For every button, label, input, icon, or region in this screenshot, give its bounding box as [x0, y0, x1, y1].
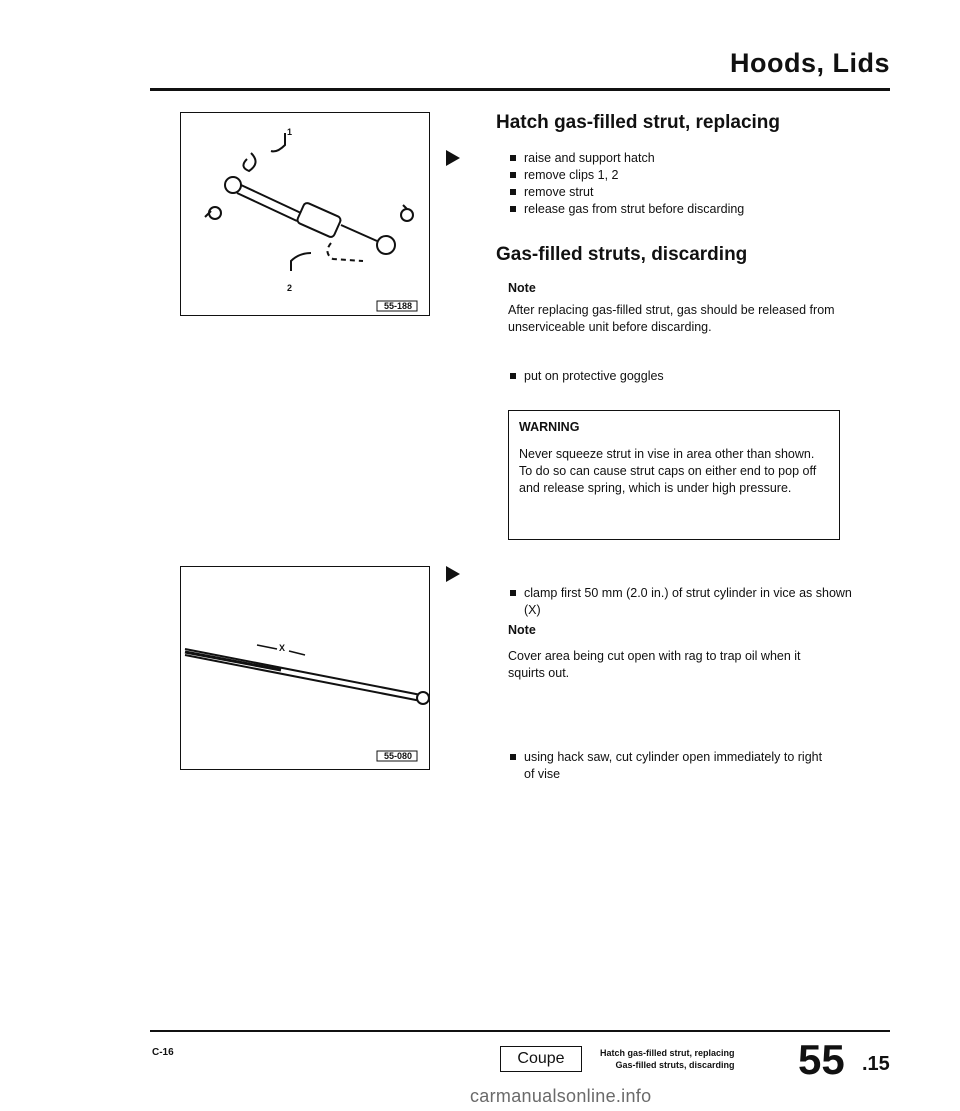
replacing-steps	[508, 150, 868, 218]
header-rule	[150, 88, 890, 91]
note-label: Note	[508, 281, 536, 295]
footer-topic: Gas-filled struts, discarding	[615, 1060, 735, 1070]
footer-topic: Hatch gas-filled strut, replacing	[600, 1048, 735, 1058]
section-subnumber: .15	[862, 1053, 890, 1075]
pointer-arrow-icon	[446, 150, 460, 166]
strut-cut-illustration	[181, 567, 429, 769]
note-text: Cover area being cut open with rag to trap oil when it squirts out.	[508, 649, 801, 680]
strut-assembly-illustration	[181, 113, 429, 315]
pointer-arrow-icon	[446, 566, 460, 582]
step-item: remove strut	[508, 184, 868, 201]
model-badge: Coupe	[500, 1046, 582, 1072]
section-title-replacing: Hatch gas-filled strut, replacing	[496, 112, 780, 133]
note-text: After replacing gas-filled strut, gas should be released from unserviceable unit before discarding.	[508, 303, 835, 334]
page-header-title: Hoods, Lids	[730, 48, 890, 78]
section-number: 55	[798, 1036, 845, 1083]
step-item: raise and support hatch	[508, 150, 868, 167]
figure-code: 55-188	[384, 301, 413, 311]
section-title-discarding: Gas-filled struts, discarding	[496, 244, 748, 265]
figure-strut-cut	[180, 566, 430, 770]
footer-topics	[600, 1047, 735, 1071]
step-item: release gas from strut before discarding	[508, 201, 868, 218]
figure-strut-assembly	[180, 112, 430, 316]
warning-box	[508, 410, 840, 540]
warning-text: Never squeeze strut in vise in area other than shown. To do so can cause strut caps on either end to pop off and release spring, which is under high pressure.	[519, 447, 817, 495]
step-item: remove clips 1, 2	[508, 167, 868, 184]
callout-1: 1	[287, 127, 293, 137]
step-item: clamp first 50 mm (2.0 in.) of strut cylinder in vice as shown (X)	[508, 585, 854, 619]
step-item: put on protective goggles	[508, 368, 864, 385]
warning-label: WARNING	[519, 420, 580, 434]
callout-2: 2	[287, 283, 293, 293]
page-code: C-16	[152, 1047, 174, 1058]
footer-rule	[150, 1030, 890, 1032]
watermark: carmanualsonline.info	[470, 1086, 652, 1106]
dimension-x-label: X	[279, 643, 286, 653]
note-label: Note	[508, 623, 536, 637]
step-item: using hack saw, cut cylinder open immediately to right of vise	[508, 749, 824, 783]
figure-code: 55-080	[384, 751, 413, 761]
